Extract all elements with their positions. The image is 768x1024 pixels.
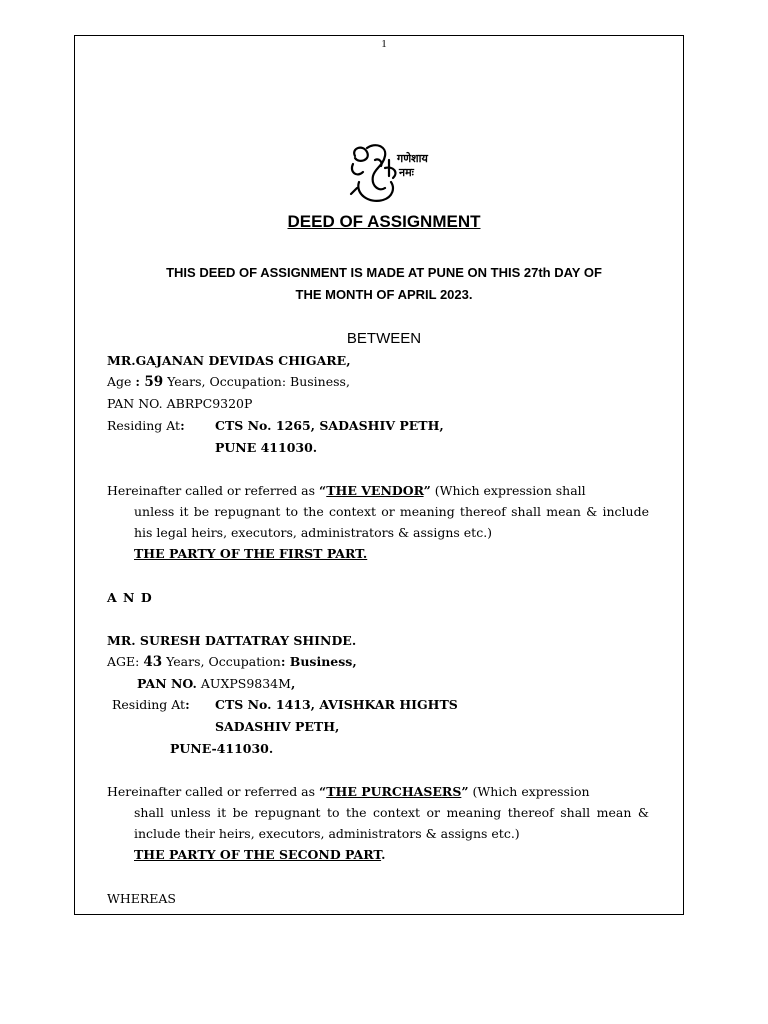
vendor-residing-text: Residing At (107, 418, 181, 433)
vendor-age-line (107, 374, 350, 390)
purchaser-name: MR. SURESH DATTATRAY SHINDE. (107, 633, 357, 648)
vendor-age-value: 59 (144, 374, 164, 390)
purchaser-occupation: : Business, (280, 654, 357, 669)
vendor-pan: PAN NO. ABRPC9320P (107, 396, 253, 411)
purchaser-address-line-1: CTS No. 1413, AVISHKAR HIGHTS (215, 697, 458, 712)
purchaser-residing-label (112, 697, 190, 712)
purchaser-party-period: . (381, 847, 386, 862)
purchaser-residing-colon: : (185, 697, 190, 712)
vendor-clause (107, 480, 649, 564)
whereas-heading: WHEREAS (107, 891, 177, 906)
vendor-address-line-2: PUNE 411030. (215, 440, 318, 455)
vendor-residing-label (107, 418, 185, 433)
vendor-role: THE VENDOR (326, 483, 424, 498)
vendor-clause-prefix: Hereinafter called or referred as (107, 483, 320, 498)
intro-line-1: THIS DEED OF ASSIGNMENT IS MADE AT PUNE ON THIS 27th DAY OF (166, 265, 602, 280)
ganesha-emblem-icon (345, 142, 437, 206)
purchaser-pan-line (137, 676, 295, 691)
purchaser-clause-prefix: Hereinafter called or referred as (107, 784, 320, 799)
intro-line-2: THE MONTH OF APRIL 2023. (295, 287, 473, 302)
purchaser-role-close-quote: ” (461, 784, 469, 799)
document-title-text: DEED OF ASSIGNMENT (287, 212, 481, 231)
purchaser-age-value: 43 (143, 654, 163, 670)
vendor-role-open-quote: “ (319, 483, 327, 498)
purchaser-party-line (107, 844, 649, 865)
vendor-party-label: THE PARTY OF THE FIRST PART. (134, 546, 368, 561)
vendor-residing-colon: : (180, 418, 185, 433)
svg-text:नमः: नमः (399, 166, 414, 179)
purchaser-age-label: AGE: (107, 654, 144, 669)
vendor-clause-text: unless it be repugnant to the context or meaning thereof shall mean & include his legal heirs, executors, administrators & assigns etc.) (134, 504, 649, 540)
purchaser-pan-label: PAN NO. (137, 676, 197, 691)
purchaser-clause-rest (107, 802, 649, 844)
purchaser-age-suffix: Years, Occupation (162, 654, 281, 669)
vendor-clause-first-line (107, 480, 649, 501)
purchaser-clause (107, 781, 649, 865)
purchaser-address-line-3: PUNE-411030. (170, 741, 274, 756)
purchaser-role-open-quote: “ (319, 784, 327, 799)
vendor-clause-suffix: (Which expression shall (430, 483, 586, 498)
vendor-age-colon: : (135, 374, 145, 389)
svg-text:गणेशाय: गणेशाय (397, 152, 428, 165)
page-number: 1 (381, 38, 387, 50)
between-heading: BETWEEN (346, 330, 422, 347)
purchaser-clause-suffix: (Which expression (468, 784, 590, 799)
purchaser-residing-text: Residing At (112, 697, 186, 712)
purchaser-pan-comma: , (290, 676, 296, 691)
vendor-clause-rest (107, 501, 649, 543)
vendor-role-close-quote: ” (423, 483, 431, 498)
vendor-age-label: Age (107, 374, 136, 389)
vendor-party-line (107, 543, 649, 564)
purchaser-pan-value: AUXPS9834M (196, 676, 291, 691)
purchaser-clause-first-line (107, 781, 649, 802)
purchaser-address-line-2: SADASHIV PETH, (215, 719, 340, 734)
purchaser-role: THE PURCHASERS (326, 784, 462, 799)
purchaser-age-line (107, 654, 357, 670)
vendor-address-line-1: CTS No. 1265, SADASHIV PETH, (215, 418, 444, 433)
document-title (0, 212, 768, 232)
vendor-name: MR.GAJANAN DEVIDAS CHIGARE, (107, 353, 351, 368)
purchaser-clause-text: shall unless it be repugnant to the context or meaning thereof shall mean & include their heirs, executors, administrators & assigns etc.) (134, 805, 649, 841)
and-separator: A N D (107, 590, 153, 605)
purchaser-party-label: THE PARTY OF THE SECOND PART (134, 847, 382, 862)
vendor-age-suffix: Years, Occupation: Business, (163, 374, 350, 389)
